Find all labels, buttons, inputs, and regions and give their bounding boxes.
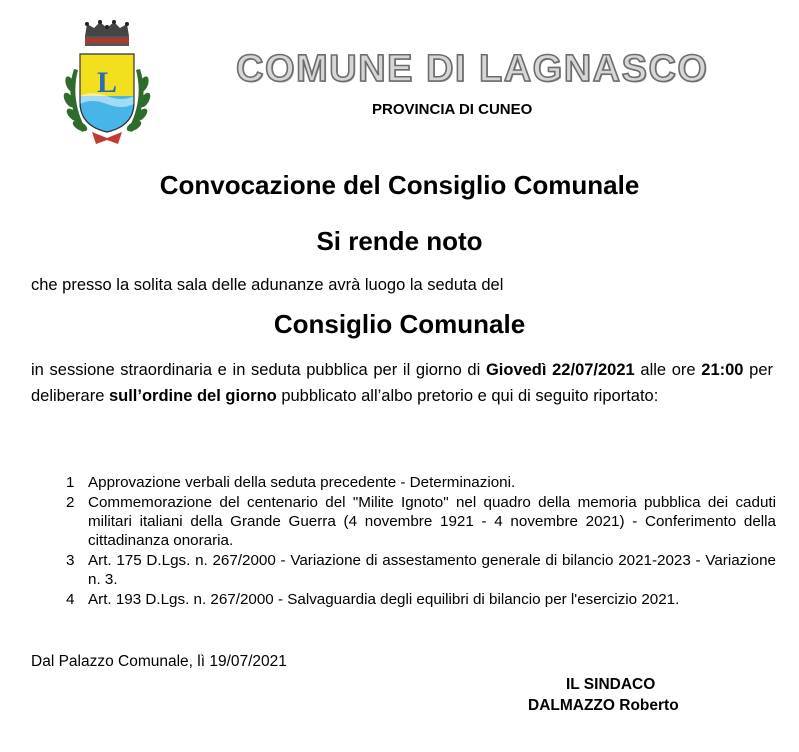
- agenda-item: [64, 473, 776, 492]
- notice-title: Convocazione del Consiglio Comunale: [159, 170, 640, 200]
- agenda-item-number: 2: [66, 494, 75, 511]
- session-time: 21:00: [701, 361, 744, 379]
- municipality-title: COMUNE DI LAGNASCO: [236, 48, 709, 90]
- coat-of-arms: [52, 14, 162, 154]
- agenda-item-number: 4: [66, 591, 75, 608]
- agenda-item: [64, 590, 776, 609]
- session-paragraph: [31, 357, 773, 409]
- agenda-list: [64, 473, 776, 610]
- agenda-item-text: Art. 175 D.Lgs. n. 267/2000 - Variazione di assestamento generale di bilancio 2021-2023 - Variazione n. 3.: [88, 552, 776, 588]
- session-text: pubblicato all’albo pretorio e qui di seguito riportato:: [276, 387, 659, 405]
- session-text: per deliberare: [31, 361, 773, 405]
- signature-name: DALMAZZO Roberto: [528, 697, 679, 714]
- agenda-item-text: Approvazione verbali della seduta precedente - Determinazioni.: [88, 474, 516, 491]
- agenda-item: [64, 493, 776, 550]
- agenda-item: [64, 551, 776, 589]
- agenda-item-text: Art. 193 D.Lgs. n. 267/2000 - Salvaguardia degli equilibri di bilancio per l'esercizio 2021.: [88, 591, 680, 608]
- agenda-item-number: 1: [66, 474, 75, 491]
- place-date: Dal Palazzo Comunale, lì 19/07/2021: [31, 653, 287, 670]
- intro-paragraph: che presso la solita sala delle adunanze avrà luogo la seduta del: [31, 276, 504, 294]
- session-date: Giovedì 22/07/2021: [485, 361, 635, 379]
- notice-subtitle: Si rende noto: [316, 226, 483, 256]
- province-subtitle: PROVINCIA DI CUNEO: [372, 101, 533, 118]
- crest-letter: L: [96, 66, 118, 99]
- agenda-item-number: 3: [66, 552, 75, 569]
- session-text: in sessione straordinaria e in seduta pubblica per il giorno di: [31, 361, 486, 379]
- council-heading: Consiglio Comunale: [273, 309, 526, 339]
- agenda-item-text: Commemorazione del centenario del "Milite Ignoto" nel quadro della memoria pubblica dei caduti militari italiani della Grande Guerra (4 novembre 1921 - 4 novembre 2021) - Conferimento della cittadinanza onoraria.: [88, 494, 776, 549]
- ribbon-icon: [92, 132, 122, 144]
- shield-icon: [80, 54, 134, 132]
- session-text: alle ore: [634, 361, 702, 379]
- signature-role: IL SINDACO: [566, 676, 656, 693]
- crown-icon: [85, 20, 129, 46]
- agenda-reference: sull’ordine del giorno: [108, 387, 277, 405]
